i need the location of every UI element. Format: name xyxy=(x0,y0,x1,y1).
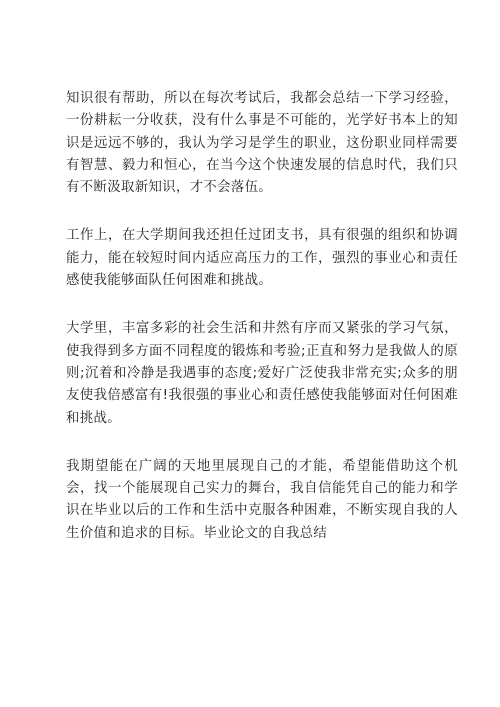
paragraph-work-experience: 工作上，在大学期间我还担任过团支书，具有很强的组织和协调能力，能在较短时间内适应高压力的工作，强烈的事业心和责任感使我能够面队任何困难和挑战。 xyxy=(66,228,458,289)
paragraph-university-life: 大学里，丰富多彩的社会生活和井然有序而又紧张的学习气氛，使我得到多方面不同程度的锻炼和考验;正直和努力是我做人的原则;沉着和冷静是我遇事的态度;爱好广泛使我非常充实;众多的朋友使我倍感富有!我很强的事业心和责任感使我能够面对任何困难和挑战。 xyxy=(66,321,458,426)
document-body xyxy=(66,88,458,571)
paragraph-study-experience: 知识很有帮助，所以在每次考试后，我都会总结一下学习经验，一份耕耘一分收获，没有什么事是不可能的，光学好书本上的知识是远远不够的，我认为学习是学生的职业，这份职业同样需要有智慧、毅力和恒心，在当今这个快速发展的信息时代，我们只有不断汲取新知识，才不会落伍。 xyxy=(66,91,458,196)
paragraph-future-goals: 我期望能在广阔的天地里展现自己的才能，希望能借助这个机会，找一个能展现自己实力的舞台，我自信能凭自己的能力和学识在毕业以后的工作和生活中克服各种困难，不断实现自我的人生价值和追求的目标。毕业论文的自我总结 xyxy=(66,458,458,541)
